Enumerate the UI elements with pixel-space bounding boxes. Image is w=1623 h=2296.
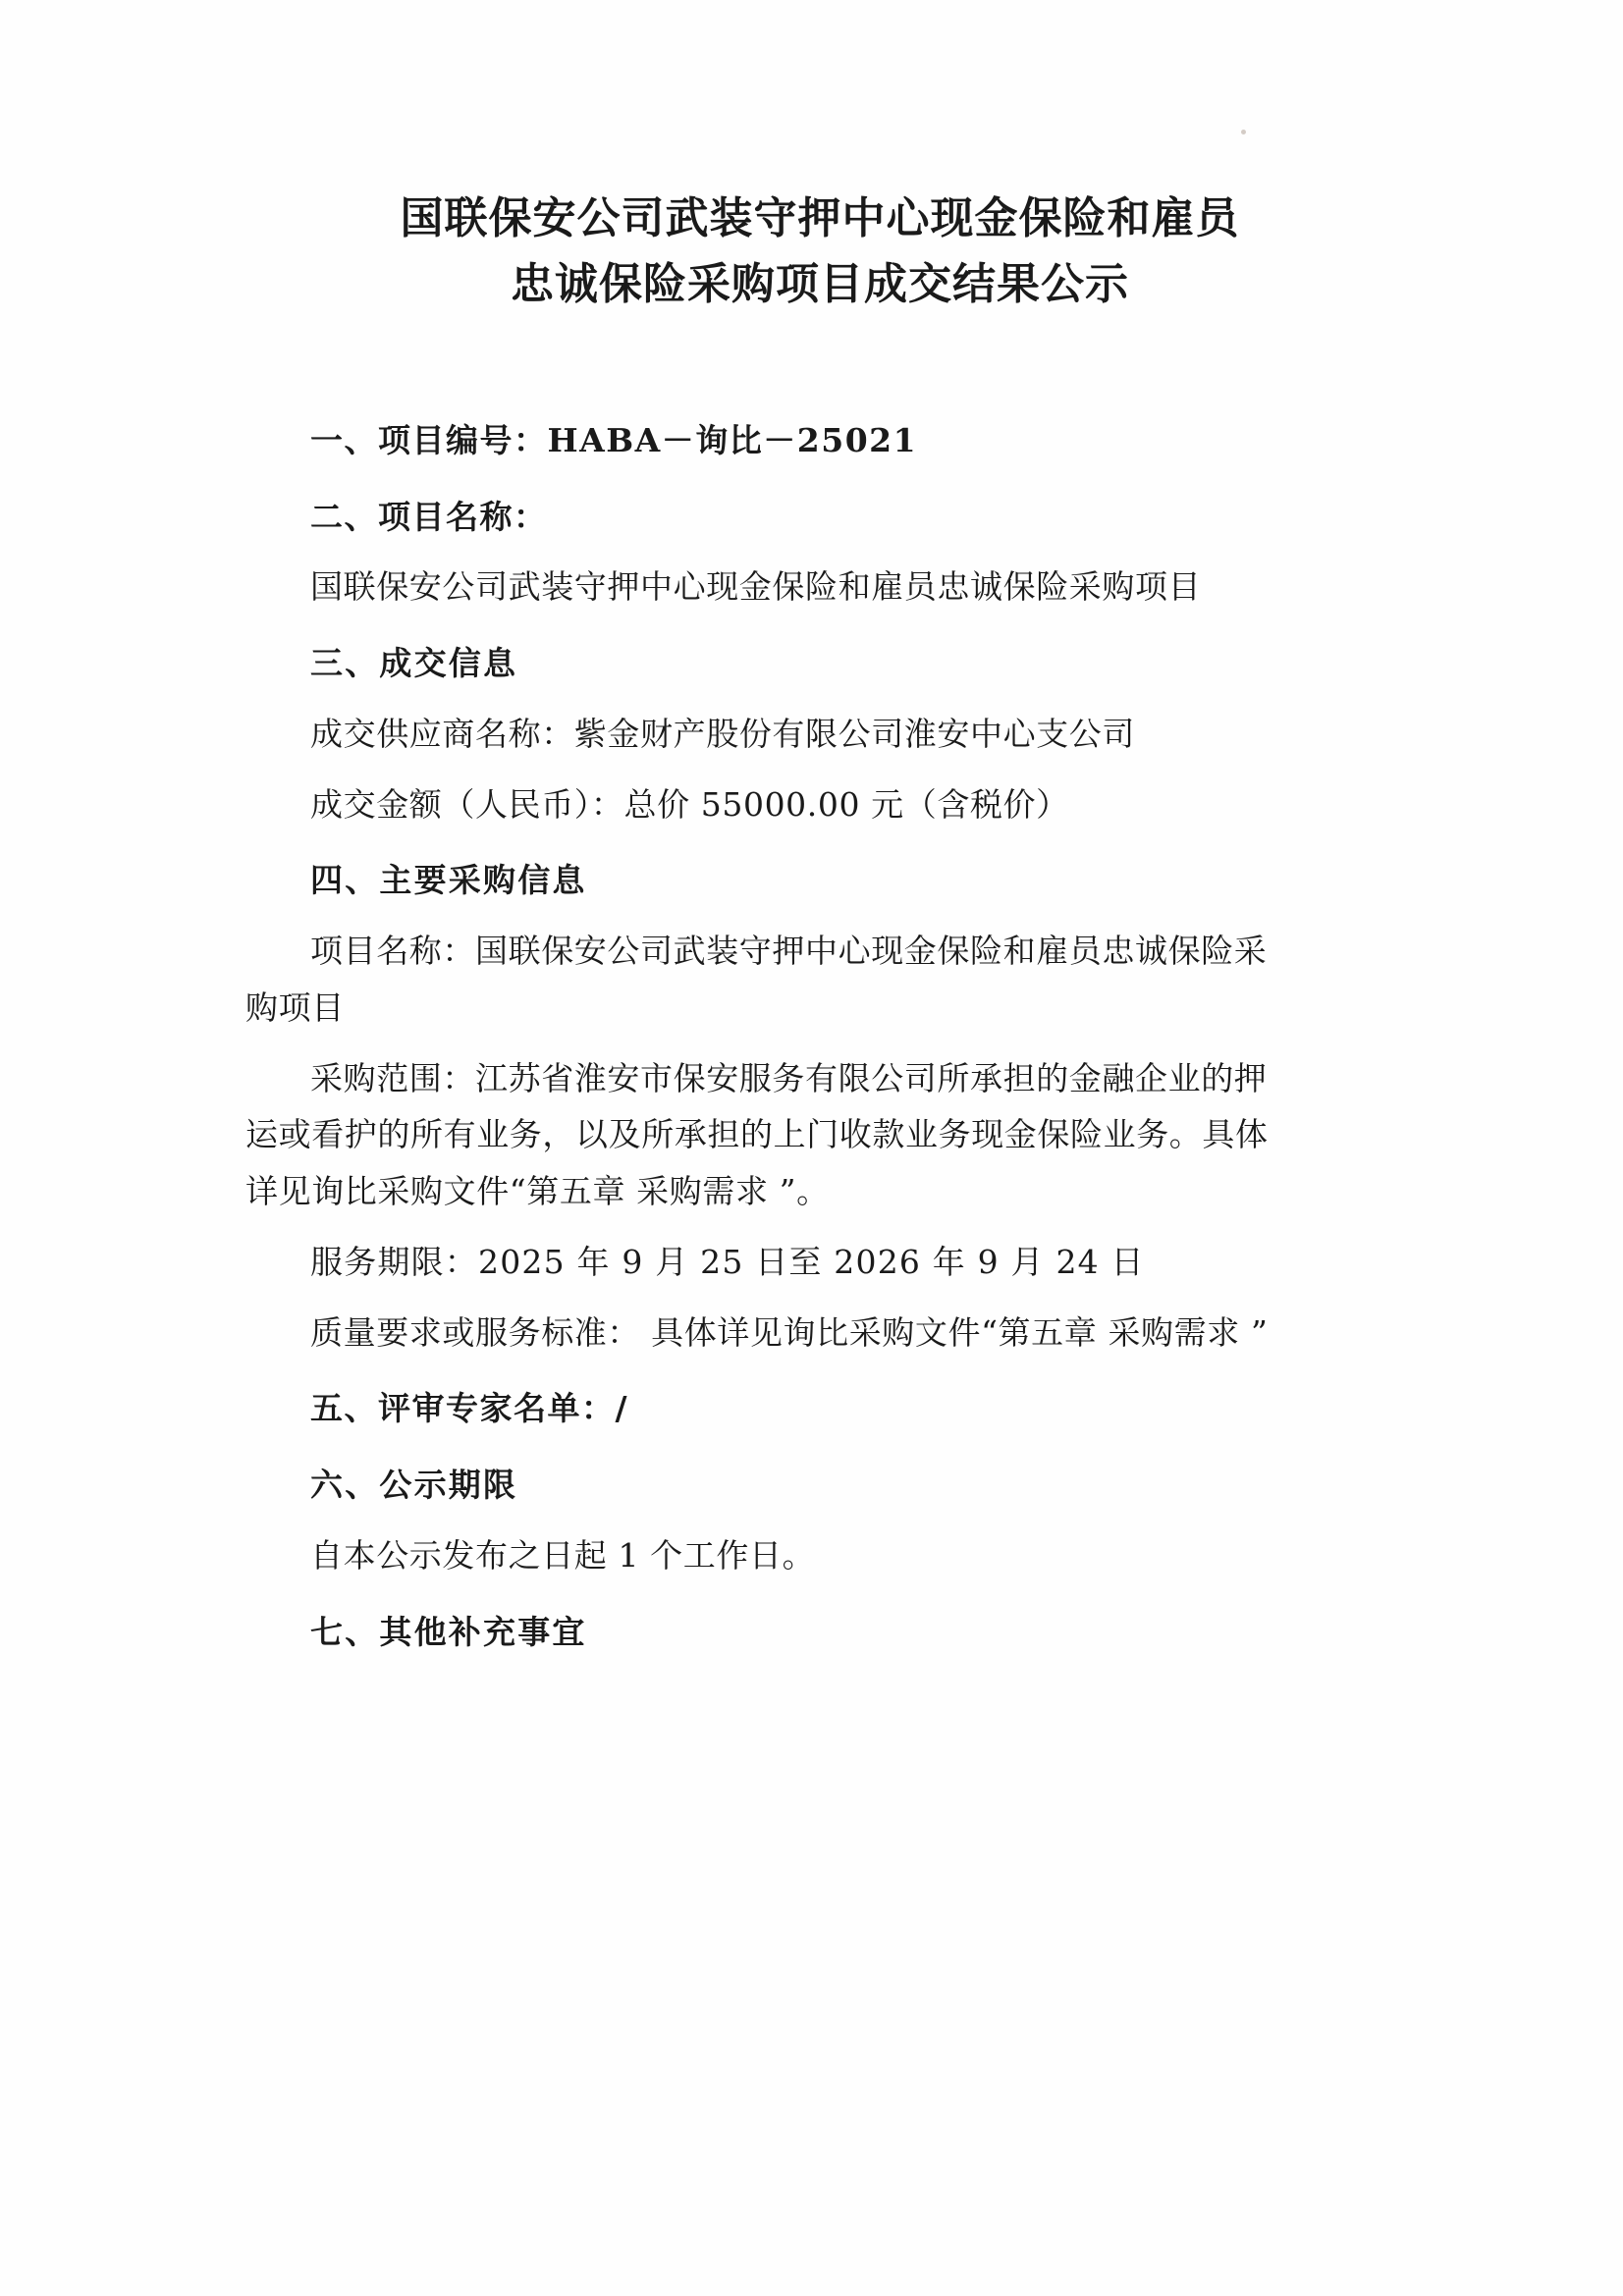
- section-4-service-period: 服务期限：2025 年 9 月 25 日至 2026 年 9 月 24 日: [310, 1242, 1145, 1281]
- section-4-scope-line-3: 详见询比采购文件“第五章 采购需求 ”。: [245, 1172, 830, 1210]
- section-4-quality-standard: 质量要求或服务标准： 具体详见询比采购文件“第五章 采购需求 ”: [310, 1312, 1269, 1352]
- section-2-body: 国联保安公司武装守押中心现金保险和雇员忠诚保险采购项目: [310, 567, 1202, 607]
- section-1-heading: 一、项目编号：HABA－询比－25021: [310, 420, 918, 459]
- section-3-supplier: 成交供应商名称：紫金财产股份有限公司淮安中心支公司: [310, 714, 1135, 753]
- section-4-scope-line-1: 采购范围：江苏省淮安市保安服务有限公司所承担的金融企业的押: [310, 1058, 1268, 1097]
- section-4-project-name: 项目名称：国联保安公司武装守押中心现金保险和雇员忠诚保险采: [310, 932, 1268, 970]
- section-2-heading: 二、项目名称：: [310, 497, 548, 536]
- section-3-amount: 成交金额（人民币）：总价 55000.00 元（含税价）: [310, 784, 1069, 824]
- page-title-line-2: 忠诚保险采购项目成交结果公示: [511, 258, 1129, 309]
- section-5-heading: 五、评审专家名单：/: [310, 1389, 629, 1428]
- section-4-scope-line-2: 运或看护的所有业务，以及所承担的上门收款业务现金保险业务。具体: [245, 1115, 1269, 1154]
- section-4-project-name-continued: 购项目: [245, 988, 345, 1027]
- section-4-heading: 四、主要采购信息: [310, 861, 587, 900]
- page-title-line-1: 国联保安公司武装守押中心现金保险和雇员: [400, 193, 1240, 243]
- section-6-body: 自本公示发布之日起 1 个工作日。: [310, 1535, 816, 1575]
- section-3-heading: 三、成交信息: [310, 644, 518, 682]
- paper-speck-artifact: [1241, 130, 1246, 134]
- title-spacer: [245, 318, 1394, 393]
- section-7-heading: 七、其他补充事宜: [310, 1612, 587, 1651]
- document-body: [245, 187, 1394, 1660]
- page-title: [245, 187, 1394, 318]
- section-6-heading: 六、公示期限: [310, 1466, 518, 1504]
